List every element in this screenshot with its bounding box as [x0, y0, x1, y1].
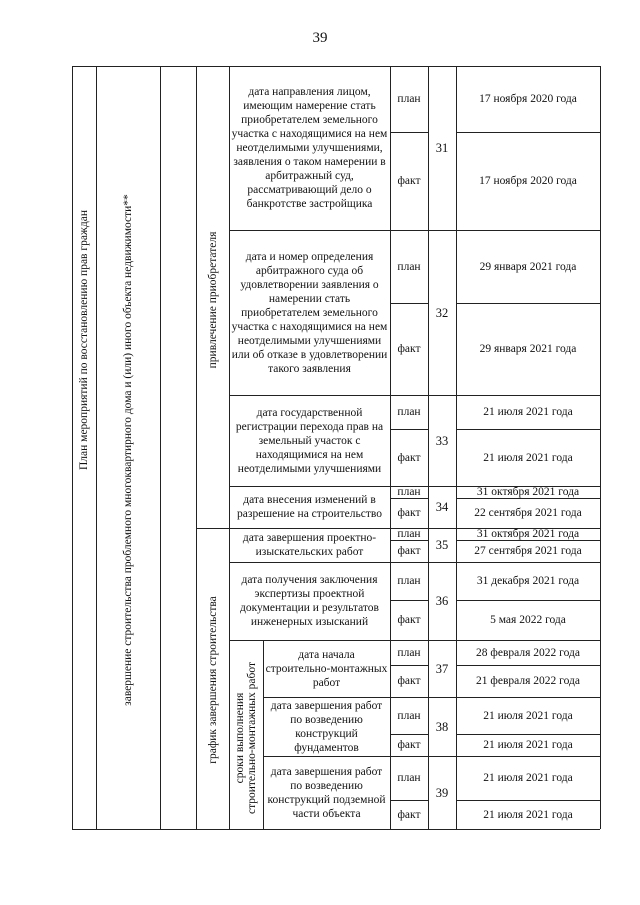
plan-date: 21 июля 2021 года: [483, 709, 573, 722]
plan-label: план: [397, 575, 421, 587]
plan-label: план: [397, 260, 421, 273]
row-description: дата завершения работ по возведению конструкций фундаментов: [270, 699, 383, 754]
plan-date: 21 июля 2021 года: [483, 406, 573, 418]
fact-label: факт: [397, 451, 421, 464]
plan-date: 31 декабря 2021 года: [476, 575, 580, 587]
terms-heading-line1: сроки выполнения: [233, 692, 246, 784]
row-description: дата получения заключения экспертизы проектной документации и результатов инженерных изысканий: [240, 574, 379, 628]
fact-label: факт: [397, 545, 421, 557]
item-number: 38: [435, 719, 449, 734]
table-rule: [96, 66, 97, 829]
plan-date: 31 октября 2021 года: [476, 486, 580, 498]
table-rule: [600, 66, 601, 829]
fact-date: 21 июля 2021 года: [483, 808, 573, 821]
row-description: дата государственной регистрации перехода прав на земельный участок с находящимися на нем неотделимыми улучшениями: [235, 406, 384, 475]
row-description: дата завершения проектно-изыскательских работ: [242, 532, 377, 558]
buyer-heading: привлечение приобретателя: [206, 231, 218, 369]
fact-label: факт: [397, 343, 421, 355]
plan-label: план: [397, 93, 421, 105]
fact-label: факт: [397, 739, 421, 751]
item-number: 35: [435, 538, 449, 552]
plan-date: 17 ноября 2020 года: [479, 93, 577, 105]
item-number: 37: [435, 661, 449, 676]
plan-label: план: [397, 646, 421, 659]
table-rule: [229, 66, 230, 829]
table-rule: [263, 829, 600, 830]
fact-date: 22 сентября 2021 года: [474, 507, 582, 519]
plan-label: план: [397, 486, 421, 498]
row-description: дата начала строительно-монтажных работ: [265, 648, 388, 689]
item-number: 34: [435, 500, 449, 514]
row-description: дата завершения работ по возведению конструкций подземной части объекта: [267, 765, 386, 820]
plan-date: 29 января 2021 года: [479, 260, 577, 273]
item-number: 33: [435, 433, 449, 448]
plan-label: план: [397, 772, 421, 784]
table-rule: [196, 528, 229, 529]
fact-label: факт: [397, 808, 421, 821]
page-number: 39: [312, 30, 328, 46]
plan-label: план: [397, 709, 421, 722]
plan-date: 28 февраля 2022 года: [476, 646, 580, 659]
completion-heading: завершение строительства проблемного многоквартирного дома и (или) иного объекта недвижимости**: [121, 194, 134, 706]
item-number: 32: [435, 305, 449, 320]
row-description: дата и номер определения арбитражного суда об удовлетворении заявления о намерении стать приобретателем земельного участка с находящимися на нем неотделимыми улучшениями или об отказе в удовлетворении такого заявления: [231, 250, 388, 375]
fact-label: факт: [397, 507, 421, 519]
row-description: дата направления лицом, имеющим намерение стать приобретателем земельного участка с находящимися на нем неотделимыми улучшениями, заявления о таком намерении в арбитражный суд, рассматривающий дело о банкротстве застройщика: [231, 86, 388, 210]
table-rule: [160, 66, 161, 829]
fact-label: факт: [397, 675, 421, 687]
plan-date: 21 июля 2021 года: [483, 772, 573, 784]
fact-date: 17 ноября 2020 года: [479, 175, 577, 187]
table-rule: [196, 66, 197, 829]
plan-heading: План мероприятий по восстановлению прав граждан: [77, 210, 90, 471]
fact-date: 21 февраля 2022 года: [476, 675, 580, 687]
fact-label: факт: [397, 175, 421, 187]
terms-heading-line2: строительно-монтажных работ: [245, 662, 258, 815]
table-rule: [263, 640, 264, 829]
fact-date: 21 июля 2021 года: [483, 451, 573, 464]
item-number: 39: [435, 785, 449, 800]
schedule-heading: график завершения строительства: [206, 596, 218, 764]
table-rule: [72, 66, 73, 829]
fact-date: 5 мая 2022 года: [490, 614, 566, 626]
fact-date: 21 июля 2021 года: [483, 739, 573, 751]
item-number: 31: [435, 141, 449, 155]
row-description: дата внесения изменений в разрешение на строительство: [237, 494, 382, 520]
plan-date: 31 октября 2021 года: [476, 528, 580, 540]
plan-label: план: [397, 528, 421, 540]
fact-date: 29 января 2021 года: [479, 343, 577, 355]
plan-label: план: [397, 406, 421, 418]
item-number: 36: [435, 594, 449, 608]
fact-date: 27 сентября 2021 года: [474, 545, 582, 557]
fact-label: факт: [397, 614, 421, 626]
